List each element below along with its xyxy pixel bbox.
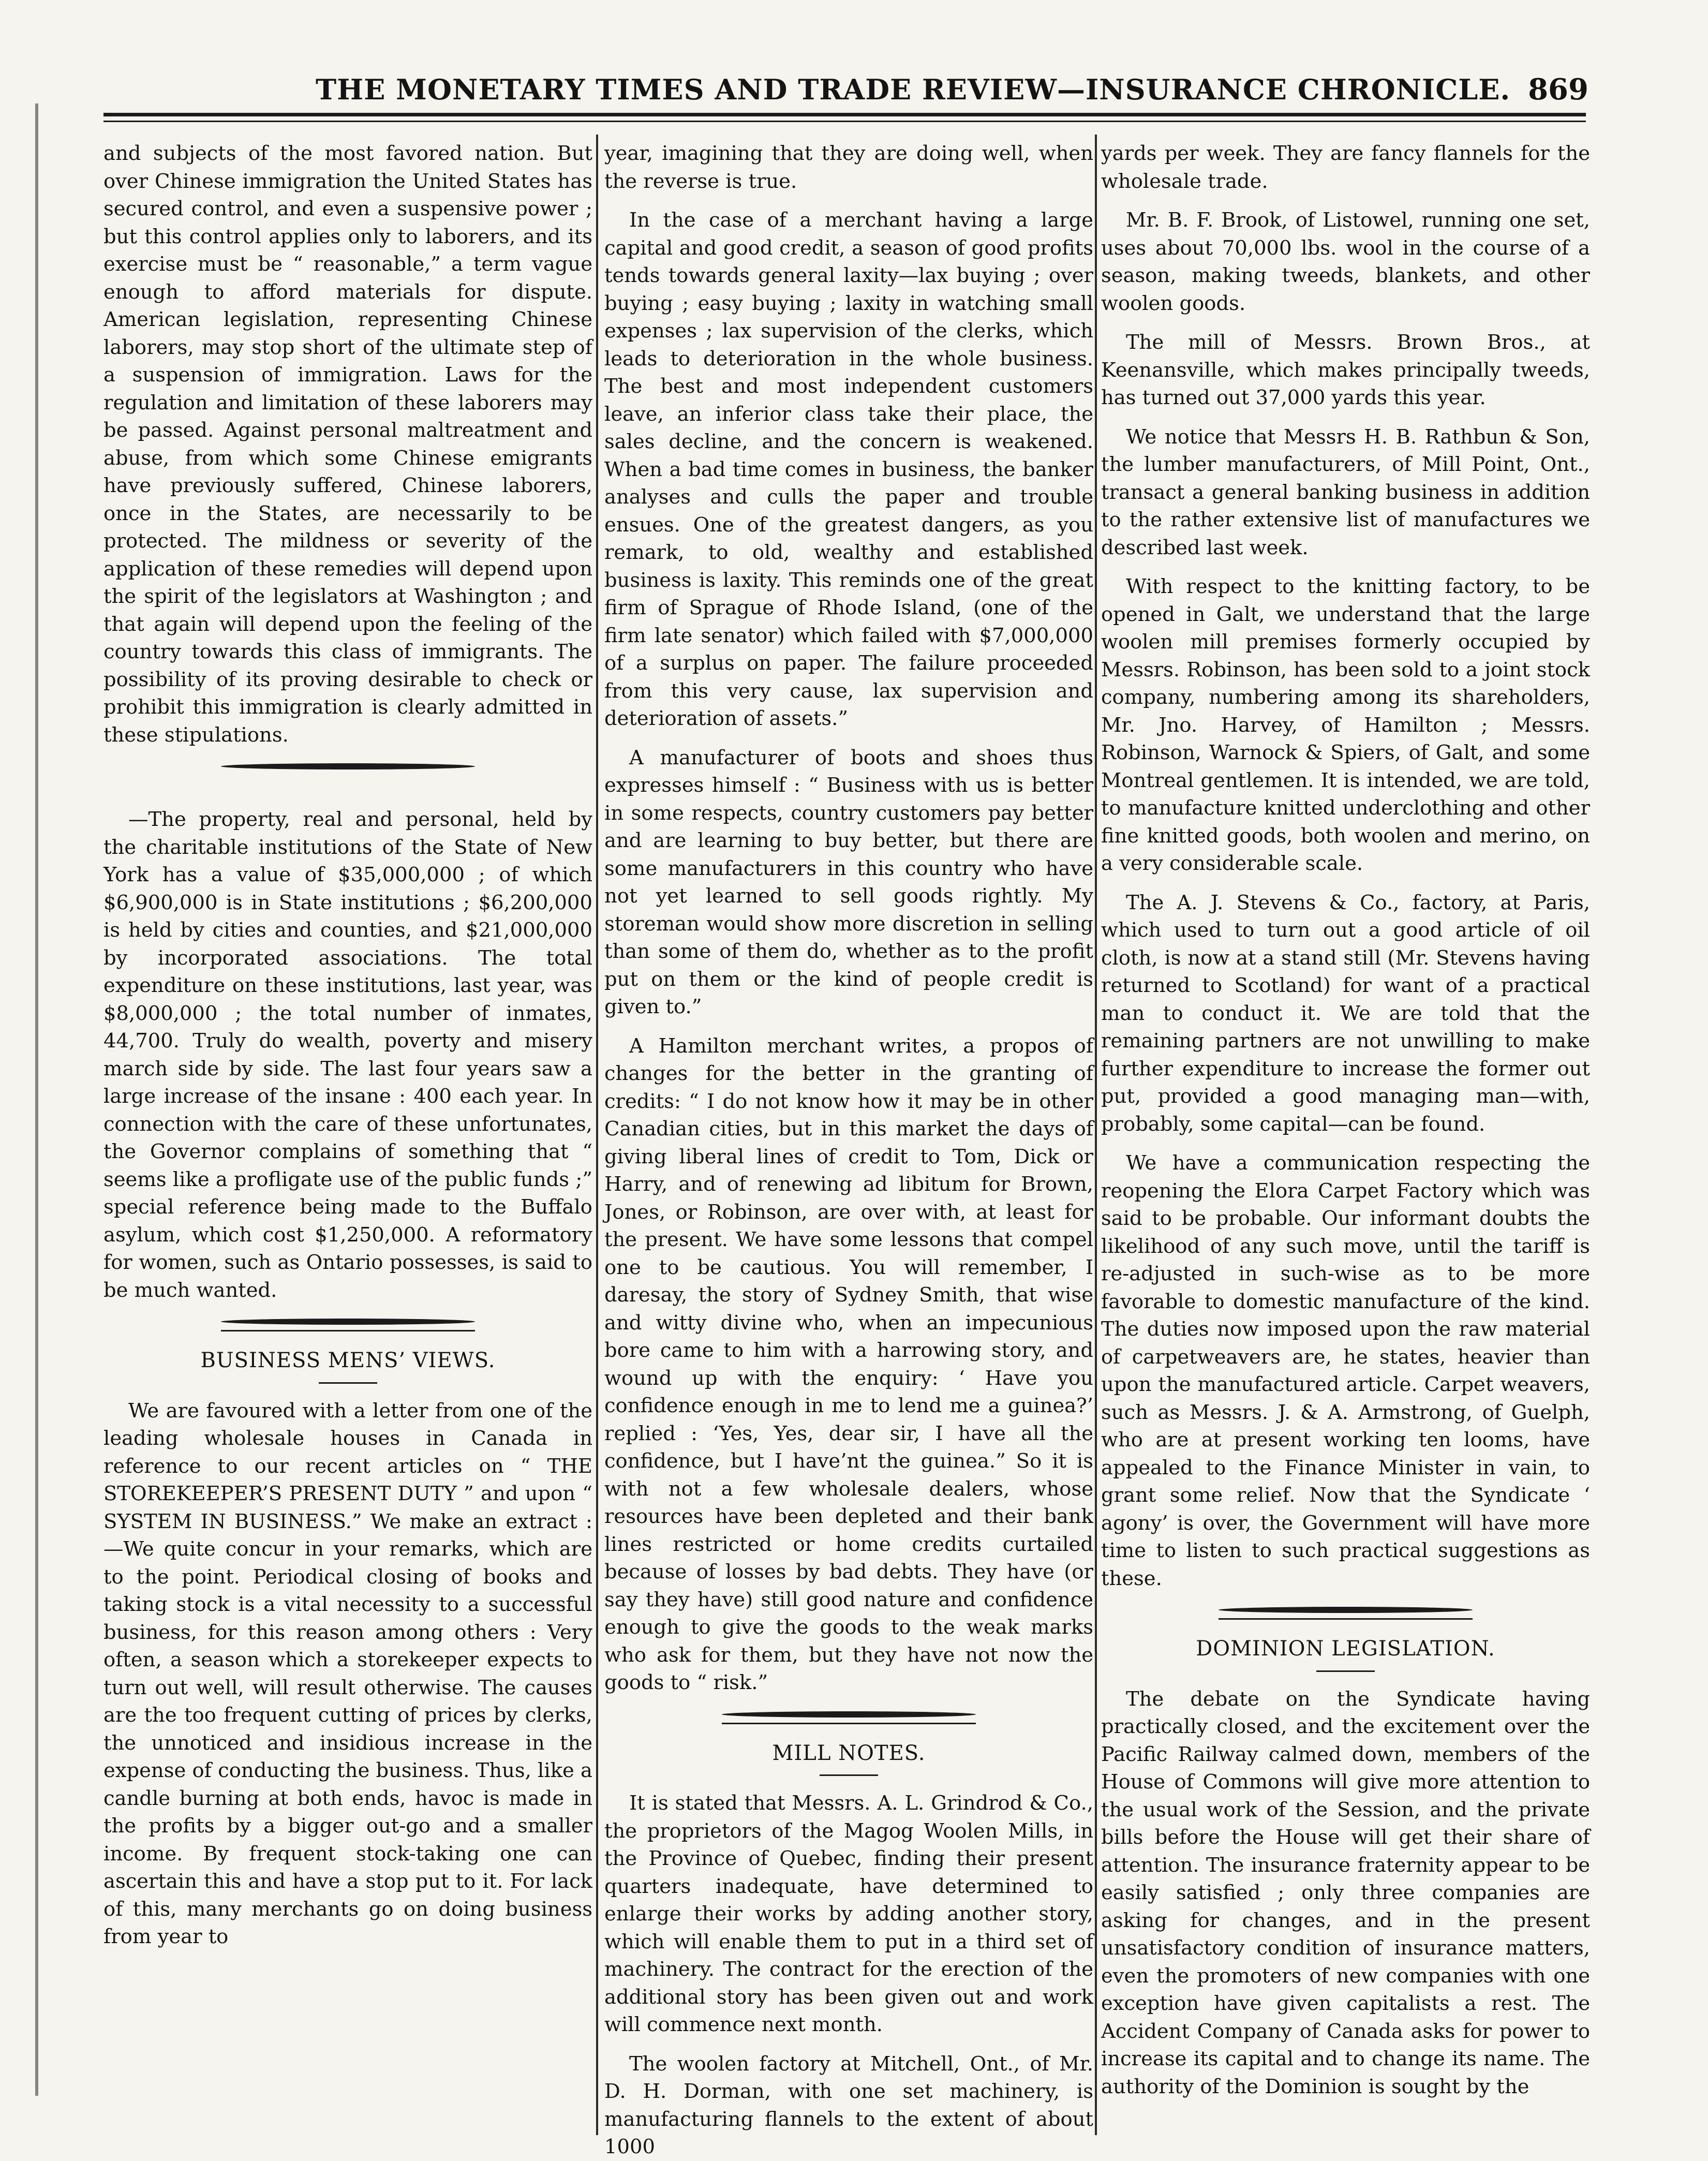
galt-knitting-paragraph: With respect to the knitting factory, to be opened in Galt, we understand that the large woolen mill premises formerly occupied by Messrs. Robinson, has been sold to a joint stock company, numbering among its shareholders, Mr. Jno. Harvey, of Hamilton ; Messrs. Robinson, Warnock & Spiers, of Galt, and some Montreal gentlemen. It is intended, we are told, to manufacture knitted underclothing and other fine knitted goods, both woolen and merino, on a very considerable scale. (1101, 575, 1590, 875)
rathbun-paragraph: We notice that Messrs H. B. Rathbun & Son, the lumber manufacturers, of Mill Point, Ont., transact a general banking business in addition to the rather extensive list of manufactures we described last week. (1101, 425, 1590, 559)
hamilton-merchant-paragraph: A Hamilton merchant writes, a propos of changes for the better in the granting of credits: “ I do not know how it may be in other Canadian cities, but in this market the days of giving liberal lines of credit to Tom, Dick or Harry, and of renewing ad libitum for Brown, Jones, or Robinson, are over with, at least for the present. We have some lessons that compel one to be cautious. You will remember, I daresay, the story of Sydney Smith, that wise and witty divine who, when an impecunious bore came to him with a harrowing story, and wound up with the enquiry: ‘ Have you confidence enough in me to lend me a guinea?’ replied : ‘Yes, Yes, dear sir, I have all the confidence, but I have’nt the guinea.” So it is with not a few wholesale dealers, whose resources have been depleted and their bank lines restricted or home credits curtailed because of losses by bad debts. They have (or say they have) still good nature and confidence enough to give the goods to the weak marks who ask for them, but they have not now the goods to “ risk.” (604, 1034, 1093, 1694)
section-divider (1219, 1607, 1473, 1613)
chinese-immigration-paragraph: and subjects of the most favored nation. But over Chinese immigration the United States has secured control, and even a suspensive power ; but this control applies only to laborers, and its exercise must be “ reasonable,” a term vague enough to afford materials for dispute. American legislation, representing Chinese laborers, may stop short of the ultimate step of a suspension of immigration. Laws for the regulation and limitation of these laborers may be passed. Against personal maltreatment and abuse, from which some Chinese emigrants have previously suffered, Chinese laborers, once in the States, are necessarily to be protected. The mildness or severity of the application of these remedies will depend upon the spirit of the legislators at Washington ; and that again will depend upon the feeling of the country towards this class of immigrants. The possibility of its proving desirable to check or prohibit this immigration is clearly admitted in these stipulations. (103, 142, 592, 747)
dominion-legislation-paragraph: The debate on the Syndicate having practically closed, and the excitement over the Pacific Railway calmed down, members of the House of Commons will give more attention to the usual work of the Session, and the private bills before the House will get their share of attention. The insurance fraternity appear to be easily satisfied ; only three companies are asking for changes, and in the present unsatisfactory condition of insurance matters, even the promoters of new companies with one exception have given capitalists a rest. The Accident Company of Canada asks for power to increase its capital and to change its name. The authority of the Dominion is sought by the (1101, 1687, 1590, 2098)
column-3 (1101, 140, 1590, 2130)
keenansville-paragraph: The mill of Messrs. Brown Bros., at Keenansville, which makes principally tweeds, has turned out 37,000 yards this year. (1101, 331, 1590, 409)
mill-notes-heading: MILL NOTES. (772, 1741, 926, 1765)
section-divider (221, 763, 475, 769)
dominion-legislation-heading: DOMINION LEGISLATION. (1196, 1637, 1495, 1661)
new-york-charities-paragraph: —The property, real and personal, held by the charitable institutions of the State of New York has a value of $35,000,000 ; of which $6,900,000 is in State institutions ; $6,200,000 is held by cities and counties, and $21,000,000 by incorporated associations. The total expenditure on these institutions, last year, was $8,000,000 ; the total number of inmates, 44,700. Truly do wealth, poverty and misery march side by side. The last four years saw a large increase of the insane : 400 each year. In connection with the care of these unfortunates, the Governor complains of something that “ seems like a profligate use of the public funds ;” special reference being made to the Buffalo asylum, which cost $1,250,000. A reformatory for women, such as Ontario possesses, is said to be much wanted. (103, 808, 592, 1302)
magog-mills-paragraph: It is stated that Messrs. A. L. Grindrod & Co., the proprietors of the Magog Woolen Mills, in the Province of Quebec, finding their present quarters inadequate, have determined to enlarge their works by adding another story, which will enable them to put in a third set of machinery. The contract for the erection of the additional story has been given out and work will commence next month. (604, 1792, 1093, 2036)
section-divider (722, 1711, 976, 1718)
column-divider-1 (596, 135, 598, 2135)
heading-underline (820, 1774, 878, 1776)
mitchell-factory-paragraph: The woolen factory at Mitchell, Ont., of Mr. D. H. Dorman, with one set machinery, is manufacturing flannels to the extent of about 1000 (604, 2052, 1093, 2158)
publication-title: THE MONETARY TIMES AND TRADE REVIEW—INSURANCE CHRONICLE. (316, 73, 1511, 106)
page-number: 869 (1528, 72, 1588, 107)
heading-underline (319, 1382, 377, 1384)
header-rule-thin (103, 121, 1586, 122)
column-2 (604, 140, 1093, 2158)
page-header (88, 61, 1588, 118)
section-divider-thin (221, 1330, 475, 1331)
heading-underline (1316, 1670, 1375, 1672)
section-divider-thin (1219, 1618, 1473, 1620)
business-letter-paragraph: We are favoured with a letter from one of the leading wholesale houses in Canada in reference to our recent articles on “ THE STOREKEEPER’S PRESENT DUTY ” and upon “ SYSTEM IN BUSINESS.” We make an extract :—We quite concur in your remarks, which are to the point. Periodical closing of books and taking stock is a vital necessity to a successful business, for this reason among others : Very often, a season which a storekeeper expects to turn out well, will result otherwise. The causes are the too frequent cutting of prices by clerks, the unnoticed and insidious increase in the expense of conducting the business. Thus, like a candle burning at both ends, havoc is made in the profits by a bigger out-go and a smaller income. By frequent stock-taking one can ascertain this and have a stop put to it. For lack of this, many merchants go on doing business from year to (103, 1399, 592, 1948)
column-divider-2 (1095, 135, 1097, 2135)
continuation-paragraph: year, imagining that they are doing well, when the reverse is true. (604, 142, 1093, 193)
header-rule-thick (103, 113, 1586, 116)
elora-carpet-paragraph: We have a communication respecting the reopening the Elora Carpet Factory which was said to be probable. Our informant doubts the likelihood of any such move, until the tariff is re-adjusted in such-wise as to be more favorable to domestic manufacture of the kind. The duties now imposed upon the raw material of carpetweavers are, he states, heavier than upon the manufactured article. Carpet weavers, such as Messrs. J. & A. Armstrong, of Guelph, who are at present working ten looms, have appealed to the Finance Minister in vain, to grant some relief. Now that the Syndicate ‘ agony’ is over, the Government will have more time to listen to such practical suggestions as these. (1101, 1151, 1590, 1590)
section-divider-thin (722, 1723, 976, 1724)
continuation-paragraph: yards per week. They are fancy flannels for the wholesale trade. (1101, 142, 1590, 193)
laxity-paragraph: In the case of a merchant having a large capital and good credit, a season of good profits tends towards general laxity—lax buying ; over buying ; easy buying ; laxity in watching small expenses ; lax supervision of the clerks, which leads to deterioration in the whole business. The best and most independent customers leave, an inferior class take their place, the sales decline, and the concern is weakened. When a bad time comes in business, the banker analyses and culls the paper and trouble ensues. One of the greatest dangers, as you remark, to old, wealthy and established business is laxity. This reminds one of the great firm of Sprague of Rhode Island, (one of the firm late senator) which failed with $7,000,000 of a surplus on paper. The failure proceeded from this very cause, lax supervision and deterioration of assets.” (604, 209, 1093, 730)
section-divider (221, 1319, 475, 1325)
boots-shoes-paragraph: A manufacturer of boots and shoes thus expresses himself : “ Business with us is better in some respects, country customers pay better and are learning to buy better, but there are some manufacturers in this country who have not yet learned to sell goods rightly. My storeman would show more discretion in selling than some of them do, whether as to the profit put on them or the kind of people credit is given to.” (604, 746, 1093, 1018)
stevens-paris-paragraph: The A. J. Stevens & Co., factory, at Paris, which used to turn out a good article of oil cloth, is now at a stand still (Mr. Stevens having returned to Scotland) for want of a practical man to conduct it. We are told that the remaining partners are not unwilling to make further expenditure to increase the former out put, provided a good managing man—with, probably, some capital—can be found. (1101, 891, 1590, 1136)
page-edge-shadow (35, 103, 38, 2096)
listowel-paragraph: Mr. B. F. Brook, of Listowel, running one set, uses about 70,000 lbs. wool in the course of a season, making tweeds, blankets, and other woolen goods. (1101, 209, 1590, 315)
column-1 (103, 140, 592, 2130)
business-mens-views-heading: BUSINESS MENS’ VIEWS. (200, 1349, 496, 1372)
